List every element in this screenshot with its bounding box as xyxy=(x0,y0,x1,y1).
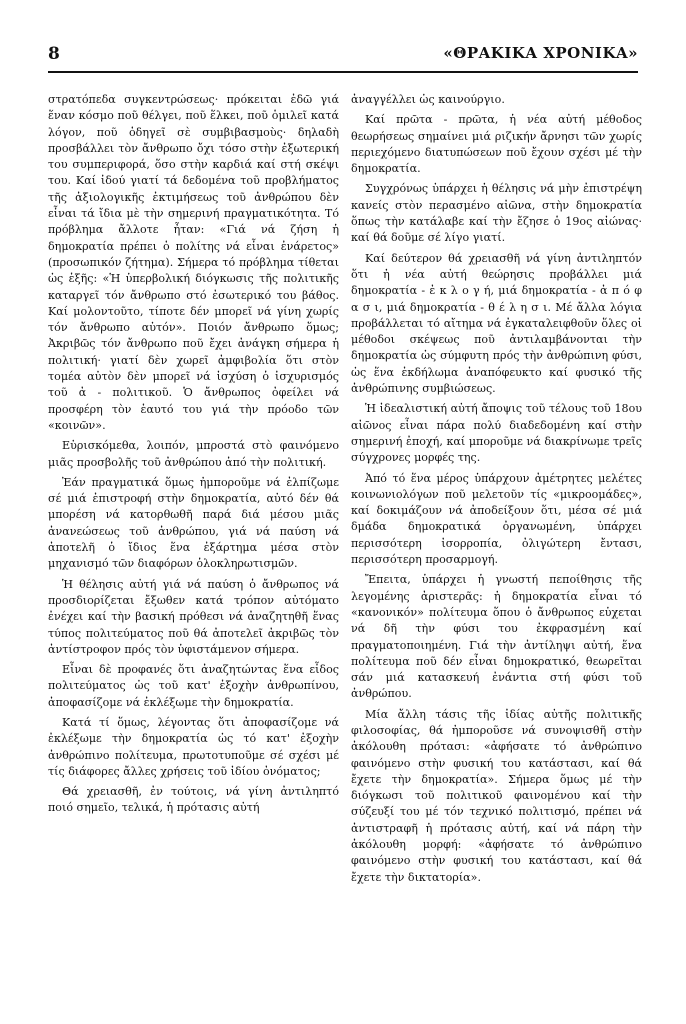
paragraph: Θά χρειασθῆ, ἐν τούτοις, νά γίνη ἀντιληπτό ποιό σημεῖο, τελικά, ἡ πρότασις αὐτή xyxy=(48,785,339,815)
paragraph: Ἔπειτα, ὑπάρχει ἡ γνωστή πεποίθησις τῆς λεγομένης ἀριστερᾶς: ἡ δημοκρατία εἶναι τό «κανονικόν» πολίτευμα ὅπου ὁ ἄνθρωπος εὑχεται νά δῆ τὴν φύσι του ἐκφρασμένη καί πραγματοποιημένη. Γιά τὴν ἀντίληψι αὐτή, ἕνα πολίτευμα ποῦ δέν εἶναι δημοκρατικό, θεωρεῖται σάν μιά κατασκευή ἐνάντια στή φύσι τοῦ ἀνθρώπου. xyxy=(351,573,642,701)
left-column xyxy=(48,92,339,821)
paragraph: ἀναγγέλλει ὡς καινούργιο. xyxy=(351,93,505,106)
paragraph: Εἶναι δὲ προφανές ὅτι ἀναζητώντας ἕνα εἶδος πολιτεύματος ὡς τοῦ κατ' ἐξοχὴν ἀνθρωπίνου, ἀποφασίζομε νά ἐκλέξωμε τὴν δημοκρατία. xyxy=(48,663,339,709)
header-rule xyxy=(48,71,638,73)
page-header xyxy=(48,40,638,70)
journal-title: «ΘΡΑΚΙΚΑ ΧΡΟΝΙΚΑ» xyxy=(443,44,638,62)
paragraph: Ἀπό τό ἕνα μέρος ὑπάρχουν ἀμέτρητες μελέτες κοινωνιολόγων ποῦ μελετοῦν τίς «μικροομάδες», καί δοκιμάζουν νά ἀποδείξουν ὅτι, μέσα σέ μιά δμάδα δημοκρατικά ὀργανωμένη, ὑπάρχει περισσότερη ἰσορροπία, ὀλιγώτερη ἔντασι, περισσότερη προσαρμογή. xyxy=(351,471,642,567)
paragraph: Καί πρῶτα - πρῶτα, ἡ νέα αὐτή μέθοδος θεωρήσεως σημαίνει μιά ριζικήν ἄρνησι τῶν χωρίς περιεχόμενο διατυπώσεων ποῦ ἔχουν σχέσι μέ τὴν δημοκρατία. xyxy=(351,113,642,176)
paragraph: Καί δεύτερον θά χρειασθῆ νά γίνη ἀντιληπτόν ὅτι ἡ νέα αὐτή θεώρησις προβάλλει μιά δημοκρατία - ἐ κ λ ο γ ή, μιά δημοκρατία - ἀ π ό φ α σ ι, μιά δημοκρατία - θ έ λ η σ ι. Μέ ἄλλα λόγια προβάλλεται τό αἴτημα νά ἐγκαταλειφθοῦν ὅλες οἱ μέθοδοι σκέψεως ποῦ ἀντιλαμβάνονται τὴν δημοκρατία ὡς σύμφυτη πρός τὴν ἀνθρώπινη φύσι, ὡς ἕνα ἐκδήλωμα ἀναπόφευκτο καί φυσικό τῆς ἀνθρώπινης συμβιώσεως. xyxy=(351,251,642,396)
right-column xyxy=(351,92,642,890)
page-number: 8 xyxy=(48,44,60,64)
paragraph: Ἡ θέλησις αὐτή γιά νά παύση ὁ ἄνθρωπος νά προσδιορίζεται ἔξωθεν κατά τρόπον αὐτόματο ἐνέχει καί τὴν βασική πρόθεσι νά ἀναζητηθῆ ἕνας τύπος πολιτεύματος ποῦ θά ἀποτελεῖ ἀκριβῶς τὸν ἀντίστροφον πρός τὸν ὑφιστάμενον σήμερα. xyxy=(48,577,339,656)
paragraph: Μία ἄλλη τάσις τῆς ἰδίας αὐτῆς πολιτικῆς φιλοσοφίας, θά ἠμποροῦσε νά συνοψισθῆ στὴν ἀκόλουθη πρότασι: «ἀφήσατε τό ἀνθρώπινο φαινόμενο στὴν φυσική του κατάστασι, καί θά ἔχετε τὴν δημοκρατία». Σήμερα ὅμως μέ τὴν διόγκωσι τοῦ πολιτικοῦ φαινομένου καί τὴν σύζευξί του μέ τόν τεχνικό πολιτισμό, πρέπει νά ἀντιστραφῆ ἡ πρότασις αὐτή, καί νά πάρη τὴν ἀκόλουθη μορφή: «ἀφήσατε τό ἀνθρώπινο φαινόμενο στὴν φυσική του κατάστασι, καί θά ἔχετε τὴν δικτατορία». xyxy=(351,707,642,884)
paragraph: στρατόπεδα συγκεντρώσεως· πρόκειται ἐδῶ γιά ἕναν κόσμο ποῦ θέλγει, ποῦ ἕλκει, ποῦ ὁμιλεῖ κατά λόγον, ποῦ ὁδηγεῖ σὲ συμβιβασμοὺς· δηλαδὴ προσβάλλει τὸν ἄνθρωπο ὄχι τόσο στὴν ἐξωτερική του συμπεριφορά, ὅσο στὴν καρδιά καί στή σκέψι του. Καί ἰδού γιατί τά δεδομένα τοῦ προβλήματος τῆς ἀξιολογικῆς ἐκτιμήσεως τοῦ ἀνθρώπου δὲν εἶναι τά ἴδια μὲ τὴν σημερινή πραγματικότητα. Τό πρόβλημα ἄλλοτε ἦταν: «Γιά νά ζήση ἡ δημοκρατία πρέπει ὁ πολίτης νά εἶναι ἐνάρετος» (προσωπικόν ζήτημα). Σήμερα τό πρόβλημα τίθεται ὡς ἑξῆς: «Ἡ ὑπερβολική διόγκωσις τῆς πολιτικῆς καταργεῖ τόν ἄνθρωπο στό ἐσωτερικό του βάθος. Καί μολοντοῦτο, τίποτε δέν μπορεῖ νά γίνη χωρίς τόν ἄνθρωπο αὐτόν». Ποιόν ἄνθρωπο ὅμως; Ἀκριβῶς τόν ἄνθρωπο ποῦ ἔχει ἀνάγκη σήμερα ἡ πολιτική· γιατί δὲν χωρεῖ ἀμφιβολία ὅτι στὸν τομέα αὐτὸν δὲν μπορεῖ νά ἰσχύση ὁ ἰσχυρισμός τοῦ ἀ - πολιτικοῦ. Ὁ ἄνθρωπος ὀφείλει νά προσφέρη τὸν ἑαυτό του γιά τὴν πρόοδο τῶν «κοινῶν». xyxy=(48,93,339,432)
paragraph: Εὑρισκόμεθα, λοιπόν, μπροστά στὸ φαινόμενο μιᾶς προσβολῆς τοῦ ἀνθρώπου ἀπό τὴν πολιτική. xyxy=(48,439,339,469)
paragraph: Ἐάν πραγματικά ὅμως ἠμποροῦμε νά ἐλπίζωμε σέ μιά ἐπιστροφή στὴν δημοκρατία, αὐτό δέν θά μπορέση νά κατορθωθῆ παρά διά μέσου μιᾶς ἀνανεώσεως τοῦ ἀνθρώπου, γιά νά παύση νά ἀποτελῆ ὁ ἴδιος ἕνα ἐξάρτημα μέσα στὸν μηχανισμό τῶν διαφόρων ὁλοκληρωτισμῶν. xyxy=(48,475,339,571)
paragraph: Κατά τί ὅμως, λέγοντας ὅτι ἀποφασίζομε νά ἐκλέξωμε τὴν δημοκρατία ὡς τό κατ' ἐξοχὴν ἀνθρώπινο πολίτευμα, πρωτοτυποῦμε σέ σχέσι μέ τίς διάφορες ἄλλες χρήσεις τοῦ ἰδίου ὀνόματος; xyxy=(48,715,339,778)
paragraph: Συγχρόνως ὑπάρχει ἡ θέλησις νά μὴν ἐπιστρέψη κανείς στὸν περασμένο αἰῶνα, στὴν δημοκρατία ὅπως τὴν κατάλαβε καί τὴν ἔζησε ὁ 19ος αἰώνας· καί θά δοῦμε σέ λίγο γιατί. xyxy=(351,182,642,245)
paragraph: Ἡ ἰδεαλιστική αὐτή ἄποψις τοῦ τέλους τοῦ 18ου αἰῶνος εἶναι πάρα πολύ διαδεδομένη καί στὴν σημερινή ἐποχή, καί μποροῦμε νά διακρίνωμε τρεῖς σύγχρονες μορφές της. xyxy=(351,402,642,465)
